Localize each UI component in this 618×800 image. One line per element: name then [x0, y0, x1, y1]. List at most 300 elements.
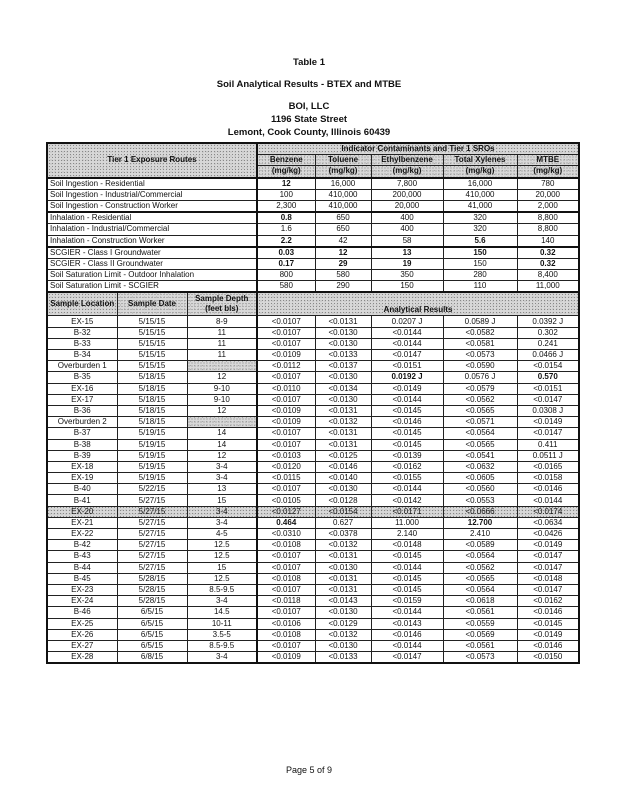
sro-value: 410,000 [315, 200, 371, 212]
result-value: <0.0634 [517, 517, 579, 528]
result-value: <0.0134 [315, 383, 371, 394]
result-value: <0.0174 [517, 506, 579, 517]
result-value: <0.0605 [443, 473, 517, 484]
sample-row [47, 338, 579, 349]
result-value: 0.241 [517, 338, 579, 349]
exposure-route: Soil Saturation Limit - Outdoor Inhalation [47, 270, 257, 281]
sample-location: B-33 [47, 338, 117, 349]
exposure-route: Inhalation - Construction Worker [47, 235, 257, 247]
sample-date: 5/27/15 [117, 529, 187, 540]
sample-date: 5/15/15 [117, 327, 187, 338]
sample-row [47, 372, 579, 383]
column-header-name: MTBE [517, 155, 579, 166]
sample-depth [187, 361, 257, 372]
exposure-route: SCGIER - Class II Groundwater [47, 258, 257, 269]
result-value: <0.0130 [315, 327, 371, 338]
sro-value: 350 [371, 270, 443, 281]
result-value: <0.0162 [517, 596, 579, 607]
sro-row [47, 224, 579, 235]
sample-date: 5/27/15 [117, 506, 187, 517]
sro-value: 2,000 [517, 200, 579, 212]
sample-location: B-38 [47, 439, 117, 450]
result-value: <0.0125 [315, 450, 371, 461]
sample-row [47, 652, 579, 664]
result-value: 0.627 [315, 517, 371, 528]
sample-location: EX-26 [47, 629, 117, 640]
result-value: <0.0144 [517, 495, 579, 506]
result-value: <0.0130 [315, 484, 371, 495]
sro-value: 1.6 [257, 224, 315, 235]
column-header-unit: (mg/kg) [315, 166, 371, 178]
result-value: <0.0131 [315, 439, 371, 450]
result-value: <0.0130 [315, 607, 371, 618]
column-header-unit: (mg/kg) [443, 166, 517, 178]
sample-date: 6/5/15 [117, 629, 187, 640]
result-value: <0.0590 [443, 361, 517, 372]
result-value: <0.0146 [517, 484, 579, 495]
result-value: <0.0107 [257, 607, 315, 618]
sro-row [47, 270, 579, 281]
sample-location: B-46 [47, 607, 117, 618]
result-value: 0.411 [517, 439, 579, 450]
result-value: <0.0632 [443, 461, 517, 472]
sample-location: EX-24 [47, 596, 117, 607]
result-value: <0.0573 [443, 652, 517, 664]
result-value: <0.0564 [443, 551, 517, 562]
result-value: 0.0466 J [517, 350, 579, 361]
sample-row [47, 394, 579, 405]
sample-date: 5/18/15 [117, 372, 187, 383]
result-value: 2.410 [443, 529, 517, 540]
result-value: 0.0576 J [443, 372, 517, 383]
result-value: <0.0109 [257, 417, 315, 428]
sro-value: 320 [443, 212, 517, 224]
result-value: <0.0143 [315, 596, 371, 607]
result-value: <0.0137 [315, 361, 371, 372]
sample-location: EX-25 [47, 618, 117, 629]
sample-row [47, 607, 579, 618]
analytical-results-header: Analytical Results [257, 292, 579, 316]
result-value: <0.0143 [371, 618, 443, 629]
result-value: <0.0107 [257, 562, 315, 573]
column-header-name: Total Xylenes [443, 155, 517, 166]
result-value: <0.0139 [371, 450, 443, 461]
sample-depth: 15 [187, 562, 257, 573]
result-value: <0.0107 [257, 327, 315, 338]
result-value: <0.0108 [257, 629, 315, 640]
result-value: 0.0192 J [371, 372, 443, 383]
sro-value: 8,800 [517, 224, 579, 235]
sample-location: B-34 [47, 350, 117, 361]
result-value: <0.0105 [257, 495, 315, 506]
sro-value: 12 [315, 247, 371, 259]
sample-row [47, 383, 579, 394]
sample-location: EX-18 [47, 461, 117, 472]
sample-depth: 14 [187, 439, 257, 450]
sample-location: B-32 [47, 327, 117, 338]
result-value: <0.0571 [443, 417, 517, 428]
results-location-header: Sample Location [47, 292, 117, 316]
company-name: BOI, LLC [288, 101, 330, 112]
result-value: <0.0112 [257, 361, 315, 372]
result-value: <0.0562 [443, 562, 517, 573]
result-value: <0.0107 [257, 372, 315, 383]
result-value: <0.0145 [371, 551, 443, 562]
sample-row [47, 428, 579, 439]
sample-row [47, 484, 579, 495]
sample-depth: 4-5 [187, 529, 257, 540]
results-depth-header: Sample Depth (feet bls) [187, 292, 257, 316]
sro-value: 42 [315, 235, 371, 247]
sample-depth: 3-4 [187, 596, 257, 607]
sro-value: 0.32 [517, 247, 579, 259]
sro-value: 410,000 [315, 189, 371, 200]
result-value: <0.0159 [371, 596, 443, 607]
sample-depth: 12 [187, 450, 257, 461]
sample-location: EX-22 [47, 529, 117, 540]
result-value: <0.0130 [315, 338, 371, 349]
sample-date: 5/15/15 [117, 338, 187, 349]
result-value: <0.0145 [371, 584, 443, 595]
result-value: <0.0131 [315, 316, 371, 327]
result-value: <0.0158 [517, 473, 579, 484]
sro-value: 140 [517, 235, 579, 247]
result-value: <0.0107 [257, 484, 315, 495]
sro-value: 100 [257, 189, 315, 200]
sample-depth: 11 [187, 327, 257, 338]
result-value: <0.0103 [257, 450, 315, 461]
sample-date: 5/28/15 [117, 573, 187, 584]
sro-value: 280 [443, 270, 517, 281]
sro-value: 0.8 [257, 212, 315, 224]
sample-depth: 11 [187, 338, 257, 349]
result-value: <0.0118 [257, 596, 315, 607]
result-value: <0.0145 [371, 405, 443, 416]
sample-row [47, 629, 579, 640]
sro-value: 16,000 [315, 178, 371, 190]
exposure-route: Inhalation - Residential [47, 212, 257, 224]
result-value: <0.0145 [371, 439, 443, 450]
result-value: <0.0147 [517, 428, 579, 439]
result-value: <0.0144 [371, 640, 443, 651]
sro-value: 7,800 [371, 178, 443, 190]
sample-depth: 8-9 [187, 316, 257, 327]
sample-depth: 13 [187, 484, 257, 495]
sample-row [47, 529, 579, 540]
sample-location: B-42 [47, 540, 117, 551]
result-value: <0.0120 [257, 461, 315, 472]
sample-depth: 3-4 [187, 506, 257, 517]
sro-row [47, 189, 579, 200]
result-value: <0.0147 [517, 584, 579, 595]
result-value: <0.0149 [517, 417, 579, 428]
result-value: <0.0107 [257, 316, 315, 327]
sample-depth: 12.5 [187, 551, 257, 562]
sample-date: 5/18/15 [117, 394, 187, 405]
sample-depth [187, 417, 257, 428]
sample-depth: 3-4 [187, 461, 257, 472]
sample-row [47, 361, 579, 372]
sample-date: 5/15/15 [117, 316, 187, 327]
result-value: <0.0148 [371, 540, 443, 551]
result-value: <0.0107 [257, 551, 315, 562]
result-value: <0.0107 [257, 640, 315, 651]
results-date-header: Sample Date [117, 292, 187, 316]
result-value: <0.0132 [315, 629, 371, 640]
sample-location: EX-21 [47, 517, 117, 528]
result-value: <0.0561 [443, 607, 517, 618]
sro-value: 41,000 [443, 200, 517, 212]
sample-row [47, 540, 579, 551]
result-value: <0.0147 [371, 652, 443, 664]
result-value: <0.0132 [315, 540, 371, 551]
result-value: <0.0146 [315, 461, 371, 472]
site-location: Lemont, Cook County, Illinois 60439 [227, 127, 391, 138]
sro-value: 800 [257, 270, 315, 281]
sample-depth: 12 [187, 372, 257, 383]
sro-value: 0.03 [257, 247, 315, 259]
result-value: <0.0581 [443, 338, 517, 349]
sample-depth: 12.5 [187, 540, 257, 551]
result-value: <0.0145 [371, 573, 443, 584]
sample-depth: 3-4 [187, 473, 257, 484]
sample-row [47, 562, 579, 573]
sample-location: EX-23 [47, 584, 117, 595]
result-value: <0.0378 [315, 529, 371, 540]
sro-value: 110 [443, 281, 517, 293]
sample-location: B-39 [47, 450, 117, 461]
result-value: <0.0582 [443, 327, 517, 338]
result-value: <0.0573 [443, 350, 517, 361]
sample-location: B-37 [47, 428, 117, 439]
result-value: <0.0569 [443, 629, 517, 640]
result-value: <0.0131 [315, 551, 371, 562]
result-value: <0.0109 [257, 350, 315, 361]
sro-value: 410,000 [443, 189, 517, 200]
result-value: 0.0207 J [371, 316, 443, 327]
result-value: <0.0144 [371, 394, 443, 405]
sample-row [47, 439, 579, 450]
column-header-unit: (mg/kg) [257, 166, 315, 178]
sro-value: 29 [315, 258, 371, 269]
result-value: <0.0144 [371, 484, 443, 495]
result-value: <0.0151 [371, 361, 443, 372]
result-value: <0.0147 [517, 551, 579, 562]
result-value: <0.0128 [315, 495, 371, 506]
result-value: <0.0131 [315, 428, 371, 439]
sample-date: 5/19/15 [117, 439, 187, 450]
result-value: <0.0146 [371, 629, 443, 640]
sro-value: 400 [371, 224, 443, 235]
sample-date: 6/5/15 [117, 640, 187, 651]
sample-location: EX-16 [47, 383, 117, 394]
column-header-unit: (mg/kg) [371, 166, 443, 178]
result-value: <0.0154 [517, 361, 579, 372]
sample-row [47, 584, 579, 595]
result-value: <0.0146 [371, 417, 443, 428]
sample-depth: 10-11 [187, 618, 257, 629]
result-value: <0.0148 [517, 573, 579, 584]
result-value: 11.000 [371, 517, 443, 528]
sample-row [47, 316, 579, 327]
sro-value: 780 [517, 178, 579, 190]
result-value: <0.0618 [443, 596, 517, 607]
sro-value: 580 [315, 270, 371, 281]
result-value: <0.0106 [257, 618, 315, 629]
result-value: 0.0589 J [443, 316, 517, 327]
sro-row [47, 281, 579, 293]
sro-row [47, 200, 579, 212]
sro-value: 5.6 [443, 235, 517, 247]
sample-row [47, 327, 579, 338]
sample-depth: 9-10 [187, 394, 257, 405]
result-value: <0.0145 [371, 428, 443, 439]
result-value: <0.0130 [315, 640, 371, 651]
sample-date: 5/22/15 [117, 484, 187, 495]
result-value: <0.0155 [371, 473, 443, 484]
result-value: <0.0133 [315, 350, 371, 361]
sample-row [47, 640, 579, 651]
sample-depth: 12 [187, 405, 257, 416]
result-value: 2.140 [371, 529, 443, 540]
result-value: <0.0426 [517, 529, 579, 540]
result-value: <0.0579 [443, 383, 517, 394]
sro-value: 0.32 [517, 258, 579, 269]
sample-row [47, 551, 579, 562]
exposure-route: Soil Saturation Limit - SCGIER [47, 281, 257, 293]
result-value: <0.0562 [443, 394, 517, 405]
sample-location: EX-19 [47, 473, 117, 484]
result-value: <0.0130 [315, 372, 371, 383]
result-value: <0.0146 [517, 640, 579, 651]
sro-value: 150 [443, 258, 517, 269]
result-value: <0.0115 [257, 473, 315, 484]
sample-location: EX-28 [47, 652, 117, 664]
result-value: <0.0144 [371, 327, 443, 338]
sample-depth: 12.5 [187, 573, 257, 584]
result-value: <0.0149 [371, 383, 443, 394]
result-value: <0.0107 [257, 428, 315, 439]
sro-value: 20,000 [371, 200, 443, 212]
result-value: <0.0559 [443, 618, 517, 629]
result-value: <0.0107 [257, 439, 315, 450]
result-value: <0.0127 [257, 506, 315, 517]
result-value: <0.0144 [371, 338, 443, 349]
result-value: <0.0171 [371, 506, 443, 517]
exposure-route: SCGIER - Class I Groundwater [47, 247, 257, 259]
sro-value: 19 [371, 258, 443, 269]
sro-value: 200,000 [371, 189, 443, 200]
result-value: <0.0564 [443, 584, 517, 595]
result-value: <0.0310 [257, 529, 315, 540]
sample-depth: 15 [187, 495, 257, 506]
result-value: <0.0140 [315, 473, 371, 484]
result-value: <0.0162 [371, 461, 443, 472]
sample-depth: 9-10 [187, 383, 257, 394]
sample-date: 5/27/15 [117, 517, 187, 528]
result-value: 0.0308 J [517, 405, 579, 416]
sro-value: 650 [315, 224, 371, 235]
column-header-unit: (mg/kg) [517, 166, 579, 178]
result-value: <0.0151 [517, 383, 579, 394]
sample-depth: 3.5-5 [187, 629, 257, 640]
result-value: <0.0108 [257, 573, 315, 584]
sample-location: B-41 [47, 495, 117, 506]
sro-value: 400 [371, 212, 443, 224]
indicator-contaminants-header: Indicator Contaminants and Tier 1 SROs [257, 143, 579, 155]
sample-date: 5/15/15 [117, 361, 187, 372]
result-value: <0.0666 [443, 506, 517, 517]
result-value: <0.0565 [443, 439, 517, 450]
result-value: <0.0107 [257, 394, 315, 405]
result-value: <0.0108 [257, 540, 315, 551]
result-value: 0.302 [517, 327, 579, 338]
result-value: 0.570 [517, 372, 579, 383]
sample-location: EX-27 [47, 640, 117, 651]
result-value: <0.0149 [517, 629, 579, 640]
sro-row [47, 247, 579, 259]
sample-row [47, 450, 579, 461]
result-value: <0.0145 [517, 618, 579, 629]
result-value: <0.0589 [443, 540, 517, 551]
sample-date: 5/18/15 [117, 383, 187, 394]
sample-location: B-36 [47, 405, 117, 416]
sro-value: 13 [371, 247, 443, 259]
sample-depth: 14 [187, 428, 257, 439]
result-value: <0.0144 [371, 562, 443, 573]
result-value: <0.0150 [517, 652, 579, 664]
sro-value: 20,000 [517, 189, 579, 200]
sample-date: 5/27/15 [117, 540, 187, 551]
sample-row [47, 495, 579, 506]
sample-row [47, 517, 579, 528]
sample-location: EX-20 [47, 506, 117, 517]
result-value: <0.0130 [315, 562, 371, 573]
result-value: 12.700 [443, 517, 517, 528]
sro-value: 11,000 [517, 281, 579, 293]
sro-value: 2,300 [257, 200, 315, 212]
sro-value: 150 [371, 281, 443, 293]
sro-value: 0.17 [257, 258, 315, 269]
result-value: <0.0165 [517, 461, 579, 472]
document-titles [0, 56, 618, 139]
exposure-route: Soil Ingestion - Residential [47, 178, 257, 190]
sample-date: 5/28/15 [117, 596, 187, 607]
sample-row [47, 350, 579, 361]
sample-row [47, 473, 579, 484]
column-header-name: Ethylbenzene [371, 155, 443, 166]
sample-row [47, 461, 579, 472]
result-value: <0.0154 [315, 506, 371, 517]
sample-date: 5/28/15 [117, 584, 187, 595]
sample-row [47, 573, 579, 584]
sro-value: 8,400 [517, 270, 579, 281]
result-value: <0.0147 [371, 350, 443, 361]
result-value: <0.0107 [257, 584, 315, 595]
sample-location: Overburden 2 [47, 417, 117, 428]
sample-location: B-35 [47, 372, 117, 383]
sample-row [47, 506, 579, 517]
soil-results-table [46, 142, 580, 664]
sample-date: 6/5/15 [117, 618, 187, 629]
result-value: <0.0129 [315, 618, 371, 629]
sro-value: 58 [371, 235, 443, 247]
result-value: <0.0561 [443, 640, 517, 651]
sample-row [47, 618, 579, 629]
result-value: <0.0110 [257, 383, 315, 394]
result-value: <0.0565 [443, 573, 517, 584]
exposure-route: Soil Ingestion - Construction Worker [47, 200, 257, 212]
